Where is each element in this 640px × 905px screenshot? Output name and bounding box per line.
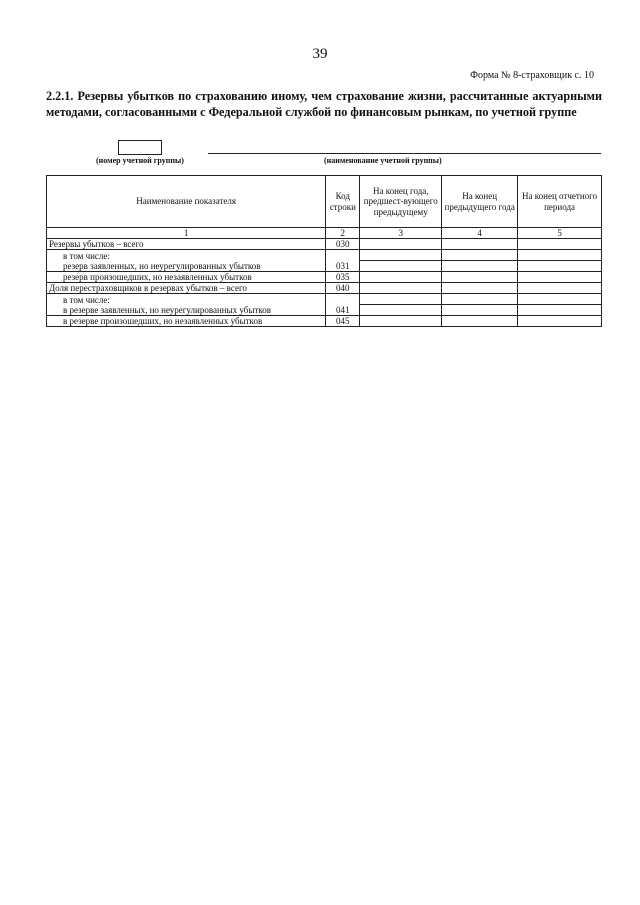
header-indicator-name: Наименование показателя	[47, 176, 326, 228]
value-cell[interactable]	[518, 294, 602, 305]
row-label: в том числе:	[47, 294, 326, 305]
value-cell[interactable]	[442, 305, 518, 316]
table-row	[47, 250, 602, 261]
value-cell[interactable]	[360, 261, 442, 272]
column-number-row	[47, 228, 602, 239]
value-cell[interactable]	[360, 272, 442, 283]
value-cell[interactable]	[518, 239, 602, 250]
value-cell[interactable]	[518, 283, 602, 294]
value-cell[interactable]	[442, 283, 518, 294]
value-cell[interactable]	[360, 283, 442, 294]
value-cell[interactable]	[442, 316, 518, 327]
table-row	[47, 272, 602, 283]
value-cell[interactable]	[442, 272, 518, 283]
row-code: 031	[326, 261, 360, 272]
value-cell[interactable]	[442, 294, 518, 305]
column-number: 2	[326, 228, 360, 239]
table-row	[47, 261, 602, 272]
column-number: 3	[360, 228, 442, 239]
section-heading: 2.2.1. Резервы убытков по страхованию иному, чем страхование жизни, рассчитанные актуарными методами, согласованными с Федеральной службой по финансовым рынкам, по учетной группе	[46, 89, 602, 119]
table-row	[47, 305, 602, 316]
value-cell[interactable]	[518, 316, 602, 327]
value-cell[interactable]	[360, 294, 442, 305]
group-name-field[interactable]	[208, 153, 601, 154]
row-label: резерв произошедших, но незаявленных убытков	[47, 272, 326, 283]
value-cell[interactable]	[360, 239, 442, 250]
value-cell[interactable]	[518, 261, 602, 272]
table-row	[47, 283, 602, 294]
accounting-group-fields	[46, 140, 602, 170]
value-cell[interactable]	[518, 272, 602, 283]
row-code	[326, 250, 360, 261]
row-label: в том числе:	[47, 250, 326, 261]
column-number: 5	[518, 228, 602, 239]
row-label: Доля перестраховщиков в резервах убытков – всего	[47, 283, 326, 294]
value-cell[interactable]	[518, 250, 602, 261]
group-name-caption: (наименование учетной группы)	[324, 156, 442, 165]
table-row	[47, 239, 602, 250]
row-label: в резерве заявленных, но неурегулированных убытков	[47, 305, 326, 316]
value-cell[interactable]	[518, 305, 602, 316]
row-code: 030	[326, 239, 360, 250]
value-cell[interactable]	[442, 250, 518, 261]
value-cell[interactable]	[360, 316, 442, 327]
table-header-row	[47, 176, 602, 228]
row-label: резерв заявленных, но неурегулированных убытков	[47, 261, 326, 272]
header-end-of-previous-year: На конец предыдущего года	[442, 176, 518, 228]
reserves-table	[46, 175, 602, 327]
header-end-of-year-before-previous: На конец года, предшест-вующего предыдущему	[360, 176, 442, 228]
value-cell[interactable]	[360, 305, 442, 316]
group-number-field[interactable]	[118, 140, 162, 155]
value-cell[interactable]	[442, 239, 518, 250]
group-number-caption: (номер учетной группы)	[96, 156, 184, 165]
table-row	[47, 294, 602, 305]
row-code: 040	[326, 283, 360, 294]
column-number: 1	[47, 228, 326, 239]
row-code: 035	[326, 272, 360, 283]
value-cell[interactable]	[442, 261, 518, 272]
column-number: 4	[442, 228, 518, 239]
row-code	[326, 294, 360, 305]
page-number: 39	[312, 46, 328, 62]
table-row	[47, 316, 602, 327]
value-cell[interactable]	[360, 250, 442, 261]
form-reference: Форма № 8-страховщик с. 10	[470, 70, 594, 81]
row-code: 045	[326, 316, 360, 327]
row-label: Резервы убытков – всего	[47, 239, 326, 250]
row-code: 041	[326, 305, 360, 316]
row-label: в резерве произошедших, но незаявленных убытков	[47, 316, 326, 327]
header-end-of-reporting-period: На конец отчетного периода	[518, 176, 602, 228]
header-line-code: Код строки	[326, 176, 360, 228]
